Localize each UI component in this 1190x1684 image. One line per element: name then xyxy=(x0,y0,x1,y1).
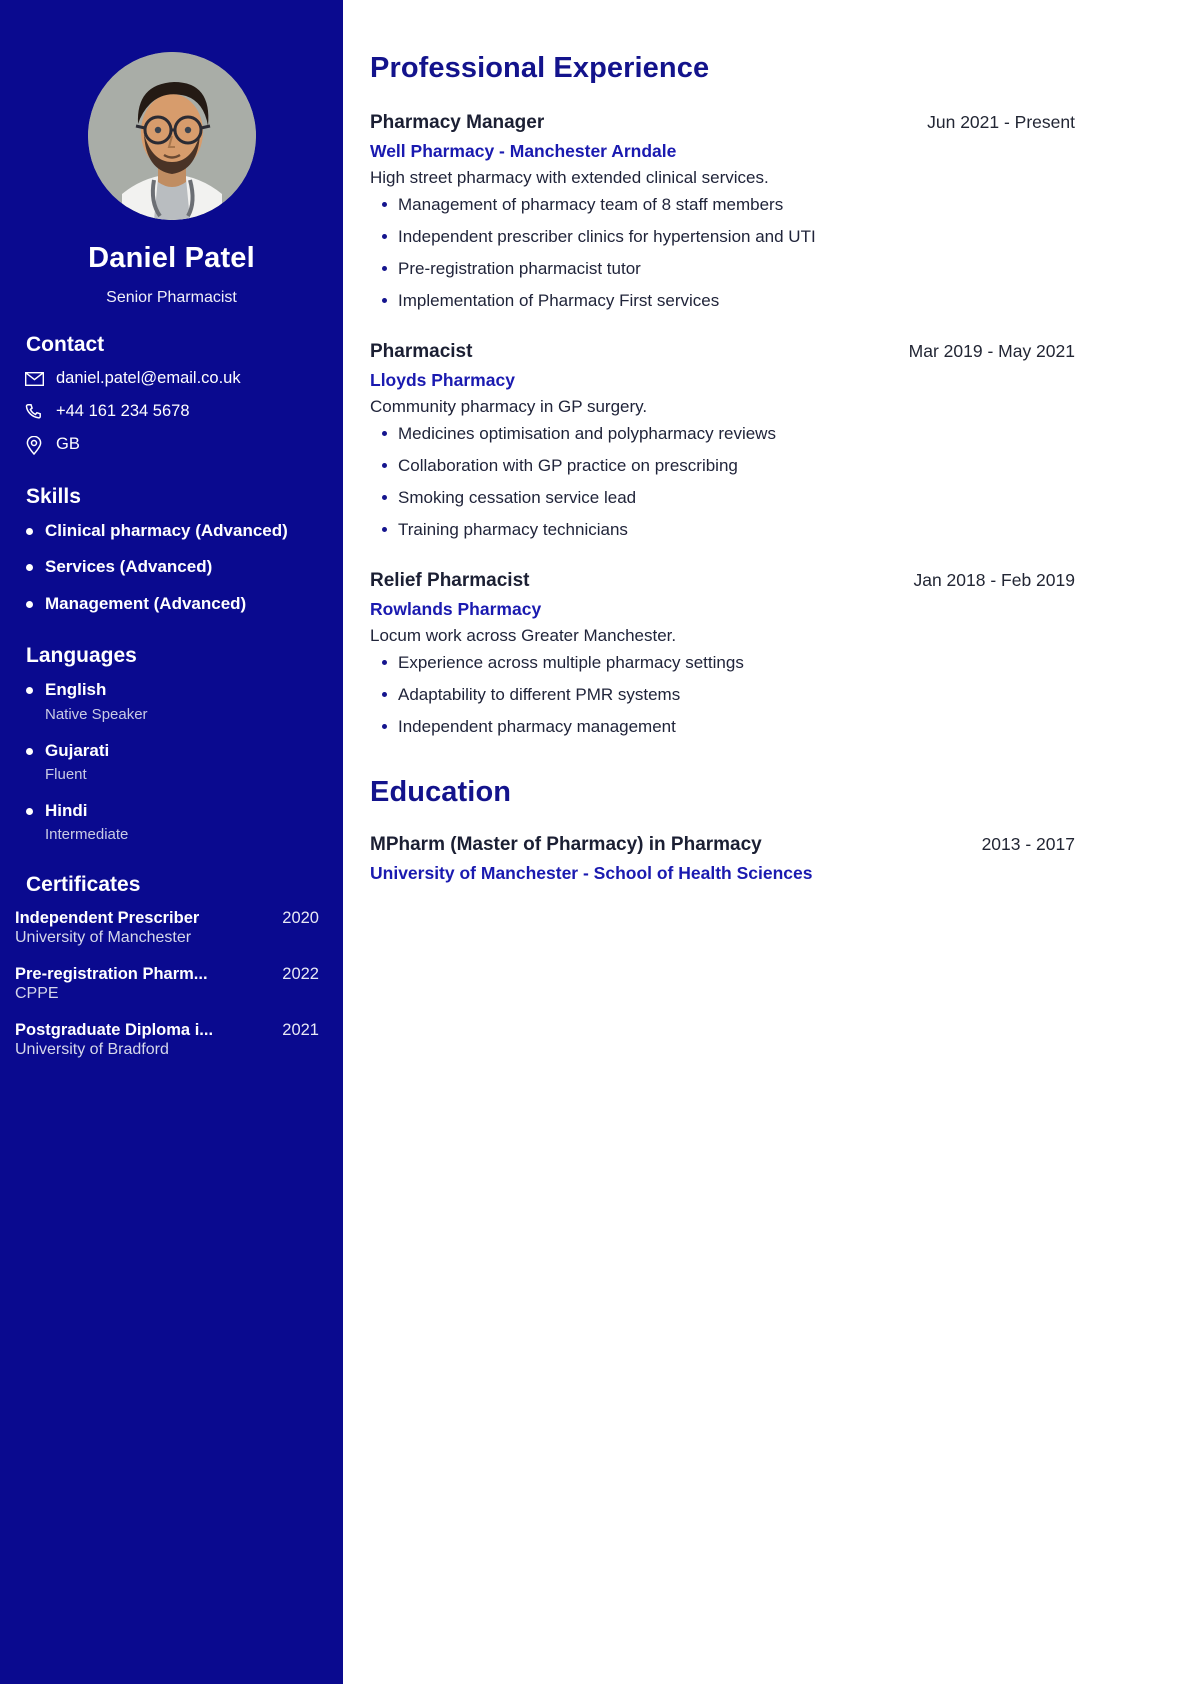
list-item xyxy=(370,258,1075,280)
certificates-list xyxy=(0,909,343,1059)
list-item xyxy=(370,194,1075,216)
job-date-range: Jan 2018 - Feb 2019 xyxy=(913,570,1075,591)
bullet-dot-icon xyxy=(26,687,33,694)
job-description: Community pharmacy in GP surgery. xyxy=(370,396,648,416)
list-item xyxy=(370,519,1075,541)
contact-location-value: GB xyxy=(56,435,80,454)
list-item xyxy=(15,909,319,947)
bullet-text: Medicines optimisation and polypharmacy reviews xyxy=(398,423,776,443)
job-title: Pharmacy Manager xyxy=(370,112,545,133)
certificate-name: Pre-registration Pharm... xyxy=(15,965,208,984)
certificate-year: 2022 xyxy=(282,965,319,984)
location-pin-icon xyxy=(24,435,44,455)
certificate-issuer: University of Manchester xyxy=(15,929,192,947)
page-title: Daniel Patel xyxy=(88,242,255,274)
languages-section-title: Languages xyxy=(26,644,137,668)
bullet-text: Independent pharmacy management xyxy=(398,717,676,737)
sidebar xyxy=(0,0,343,1684)
profile-headline: Senior Pharmacist xyxy=(106,289,237,306)
certificate-issuer: CPPE xyxy=(15,985,59,1003)
certificate-year: 2020 xyxy=(282,909,319,928)
certificates-section-title: Certificates xyxy=(26,873,141,897)
bullet-dot-icon xyxy=(26,601,33,608)
avatar xyxy=(88,52,256,220)
certificate-year: 2021 xyxy=(282,1021,319,1040)
bullet-dot-icon xyxy=(382,495,387,500)
bullet-dot-icon xyxy=(26,808,33,815)
job-title: Relief Pharmacist xyxy=(370,570,530,592)
job-bullet-list xyxy=(370,423,1075,541)
phone-icon xyxy=(24,402,44,422)
list-item xyxy=(15,1021,319,1059)
experience-section-title: Professional Experience xyxy=(370,52,710,84)
contact-phone[interactable] xyxy=(24,402,343,422)
skill-label: Clinical pharmacy (Advanced) xyxy=(45,521,288,540)
list-item xyxy=(370,226,1075,248)
list-item xyxy=(370,684,1075,706)
bullet-text: Adaptability to different PMR systems xyxy=(398,685,681,704)
job-date-range: Jun 2021 - Present xyxy=(927,112,1075,132)
certificate-issuer: University of Bradford xyxy=(15,1041,169,1059)
language-name: Hindi xyxy=(45,800,88,820)
job-bullet-list xyxy=(370,194,1075,312)
list-item xyxy=(26,801,343,843)
job-date-range: Mar 2019 - May 2021 xyxy=(908,341,1075,362)
bullet-dot-icon xyxy=(382,234,387,239)
contact-location[interactable] xyxy=(24,435,343,455)
skill-label: Management (Advanced) xyxy=(45,593,247,613)
list-item xyxy=(26,557,343,577)
list-item xyxy=(370,455,1075,477)
portrait-photo-icon xyxy=(88,52,256,220)
job-description: High street pharmacy with extended clinical services. xyxy=(370,167,769,187)
bullet-dot-icon xyxy=(382,463,387,468)
bullet-dot-icon xyxy=(382,266,387,271)
certificate-name: Independent Prescriber xyxy=(15,909,200,928)
language-level: Native Speaker xyxy=(45,705,148,723)
list-item xyxy=(370,716,1075,738)
list-item xyxy=(15,965,319,1003)
language-name: English xyxy=(45,680,107,700)
bullet-dot-icon xyxy=(26,748,33,755)
experience-entry xyxy=(370,340,1075,541)
bullet-dot-icon xyxy=(26,528,33,535)
list-item xyxy=(26,594,343,614)
contact-email[interactable] xyxy=(24,369,343,389)
list-item xyxy=(370,487,1075,509)
language-name: Gujarati xyxy=(45,740,110,760)
list-item xyxy=(370,652,1075,674)
bullet-dot-icon xyxy=(382,660,387,665)
bullet-text: Management of pharmacy team of 8 staff members xyxy=(398,194,784,214)
job-employer: Rowlands Pharmacy xyxy=(370,598,542,619)
degree-institution: University of Manchester - School of Health Sciences xyxy=(370,862,813,883)
education-entry xyxy=(370,833,1075,885)
degree-title: MPharm (Master of Pharmacy) in Pharmacy xyxy=(370,834,762,856)
avatar-container xyxy=(0,0,343,220)
bullet-text: Independent prescriber clinics for hypertension and UTI xyxy=(398,226,816,246)
skill-label: Services (Advanced) xyxy=(45,557,213,577)
contact-phone-value: +44 161 234 5678 xyxy=(56,402,190,421)
bullet-dot-icon xyxy=(382,724,387,729)
list-item xyxy=(26,741,343,783)
experience-entry xyxy=(370,111,1075,312)
envelope-icon xyxy=(24,369,44,389)
skills-section-title: Skills xyxy=(26,485,81,508)
bullet-dot-icon xyxy=(382,527,387,532)
bullet-dot-icon xyxy=(382,431,387,436)
bullet-dot-icon xyxy=(382,298,387,303)
contact-section-title: Contact xyxy=(26,333,105,356)
education-section-title: Education xyxy=(370,776,512,809)
list-item xyxy=(26,680,343,722)
contact-email-value: daniel.patel@email.co.uk xyxy=(56,369,241,388)
bullet-dot-icon xyxy=(382,692,387,697)
job-bullet-list xyxy=(370,652,1075,738)
job-description: Locum work across Greater Manchester. xyxy=(370,625,677,645)
contact-list xyxy=(0,369,343,455)
certificate-name: Postgraduate Diploma i... xyxy=(15,1021,214,1040)
job-employer: Well Pharmacy - Manchester Arndale xyxy=(370,140,677,161)
list-item xyxy=(26,521,343,541)
skills-list xyxy=(0,521,343,614)
bullet-text: Collaboration with GP practice on prescribing xyxy=(398,455,738,475)
degree-date-range: 2013 - 2017 xyxy=(981,834,1075,855)
languages-list xyxy=(0,680,343,843)
job-title: Pharmacist xyxy=(370,341,473,363)
experience-entry xyxy=(370,569,1075,738)
bullet-text: Implementation of Pharmacy First services xyxy=(398,291,720,310)
list-item xyxy=(370,290,1075,312)
language-level: Intermediate xyxy=(45,826,129,844)
bullet-text: Smoking cessation service lead xyxy=(398,488,637,507)
job-employer: Lloyds Pharmacy xyxy=(370,369,515,390)
bullet-text: Training pharmacy technicians xyxy=(398,520,628,540)
bullet-dot-icon xyxy=(26,564,33,571)
language-level: Fluent xyxy=(45,765,87,783)
bullet-text: Pre-registration pharmacist tutor xyxy=(398,258,641,278)
bullet-dot-icon xyxy=(382,202,387,207)
main-content xyxy=(343,0,1190,1684)
bullet-text: Experience across multiple pharmacy settings xyxy=(398,652,744,672)
list-item xyxy=(370,423,1075,445)
